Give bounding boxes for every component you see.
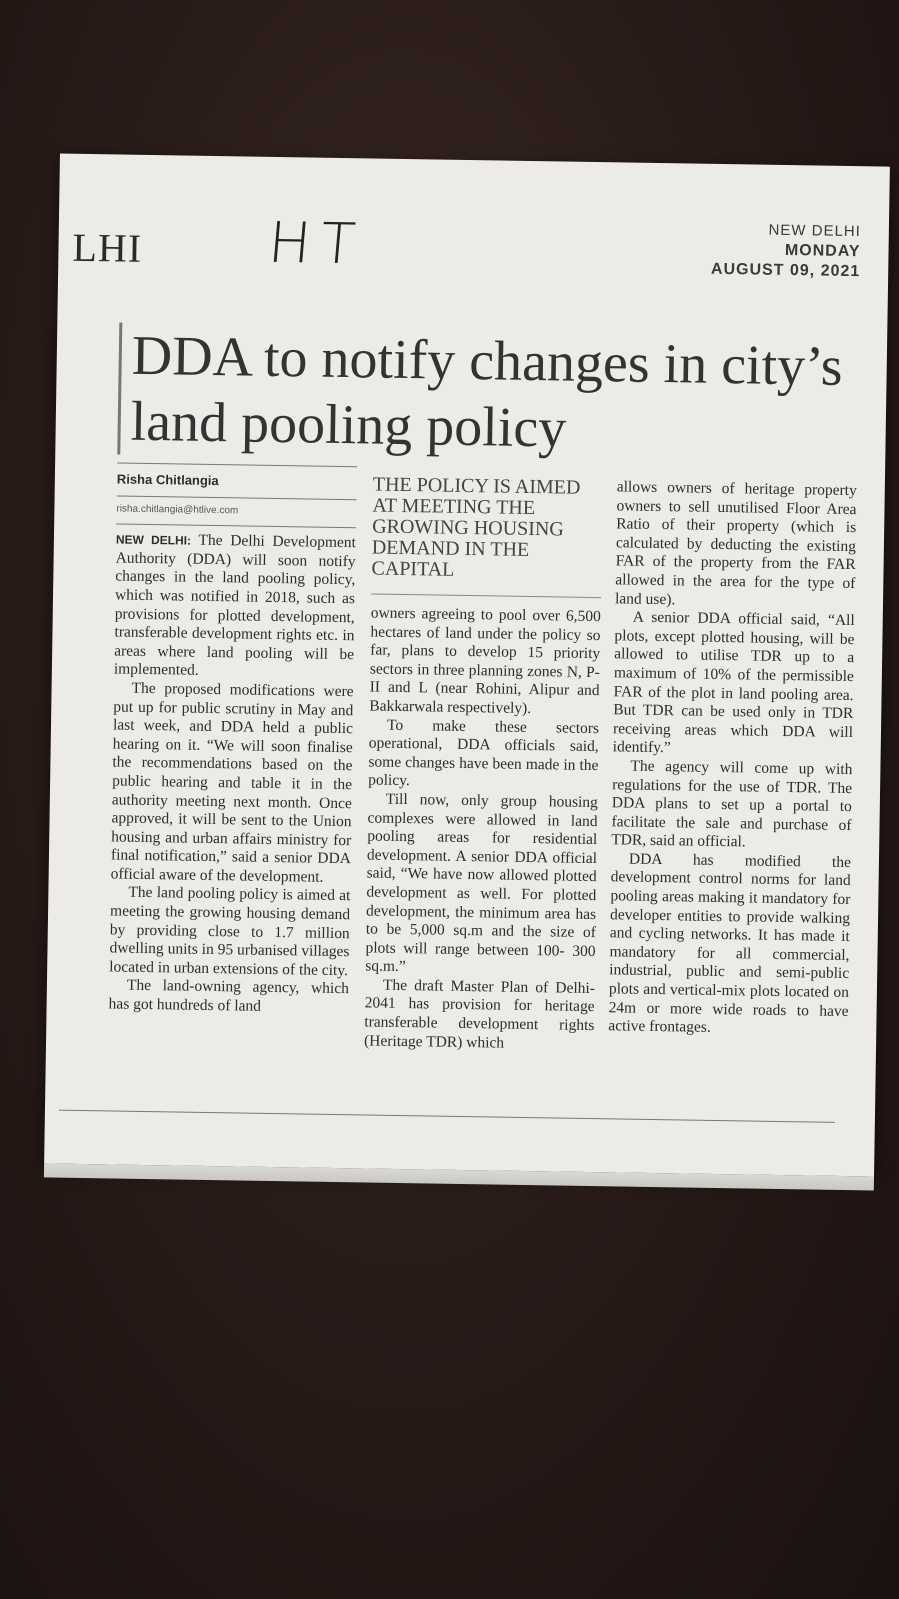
paragraph: The draft Master Plan of Delhi-2041 has provision for heritage transferable development rights (Heritage TDR) which <box>363 976 596 1052</box>
handwritten-note: HT <box>265 210 368 278</box>
article-column-2 <box>364 474 603 1054</box>
lead-label: NEW DELHI: <box>115 532 192 548</box>
paragraph: The land-owning agency, which has got hundreds of land <box>108 977 350 1015</box>
headline: DDA to notify changes in city’s land pooling policy <box>117 322 852 465</box>
article-column-1 <box>108 470 357 1017</box>
paper-name: LHI <box>72 224 143 271</box>
paragraph-text: The Delhi Development Authority (DDA) will soon notify changes in the land pooling policy, which was notified in 2018, such as provisions for plotted development, transferable development rights etc. in areas where land pooling will be implemented. <box>113 531 357 680</box>
paragraph <box>114 531 356 684</box>
byline-rule <box>117 462 357 467</box>
paragraph: DDA has modified the development control norms for land pooling areas making it mandatory for developer entities to provide walking and cycling networks. It has made it mandatory for all commercial, industrial, public and semi-public plots and vertical-mix plots located on 24m or more wide roads to have active frontages. <box>608 850 852 1037</box>
byline: Risha Chitlangia <box>117 470 357 499</box>
paragraph: To make these sectors operational, DDA officials said, some changes have been made in the policy. <box>368 716 600 790</box>
torn-edge <box>44 1163 874 1190</box>
paragraph: Till now, only group housing complexes were allowed in land pooling areas for residential development. A senior DDA official said, “We have now allowed plotted development as well. For plotted development, the minimum area has to be 5,000 sq.m and the size of plots will range between 100- 300 sq.m.” <box>365 790 598 976</box>
paragraph: A senior DDA official said, “All plots, except plotted housing, will be allowed to utilise TDR up to a maximum of 10% of the permissible FAR of the plot in land pooling area. But TDR can be used only in TDR receiving areas which DDA will identify.” <box>612 608 855 757</box>
dateline-date: AUGUST 09, 2021 <box>710 260 861 281</box>
paragraph: The land pooling policy is aimed at meeting the growing housing demand by providing close to 1.7 million dwelling units in 95 urbanised villages located in urban extensions of the city. <box>109 884 351 980</box>
paragraph: owners agreeing to pool over 6,500 hectares of land under the policy so far, plans to develop 15 priority sectors in three planning zones N, P-II and L (near Rohini, Alipur and Bakkarwala respectively). <box>369 604 601 717</box>
dateline-day: MONDAY <box>784 241 861 261</box>
paragraph: allows owners of heritage property owners to sell unutilised Floor Area Ratio of their property (which is calculated by deducting the existing FAR of the property from the FAR allowed in the area for the type of land use). <box>614 478 857 608</box>
article-column-3 <box>608 478 857 1040</box>
bottom-rule <box>59 1110 835 1123</box>
pull-quote: THE POLICY IS AIMED AT MEETING THE GROWING HOUSING DEMAND IN THE CAPITAL <box>371 474 603 598</box>
author-email: risha.chitlangia@htlive.com <box>116 500 356 528</box>
dateline <box>711 220 861 282</box>
paragraph: The agency will come up with regulations for the use of TDR. The DDA plans to set up a portal to facilitate the sale and purchase of TDR, said an official. <box>611 757 853 851</box>
dateline-city: NEW DELHI <box>768 221 861 241</box>
newspaper-clipping <box>44 154 890 1177</box>
paragraph: The proposed modifications were put up for public scrutiny in May and last week, and DDA held a public hearing on it. “We will soon finalise the recommendations based on the public hearing and table it in the authority meeting next month. Once approved, it will be sent to the Union housing and urban affairs ministry for final notification,” said a senior DDA official aware of the development. <box>110 679 354 886</box>
